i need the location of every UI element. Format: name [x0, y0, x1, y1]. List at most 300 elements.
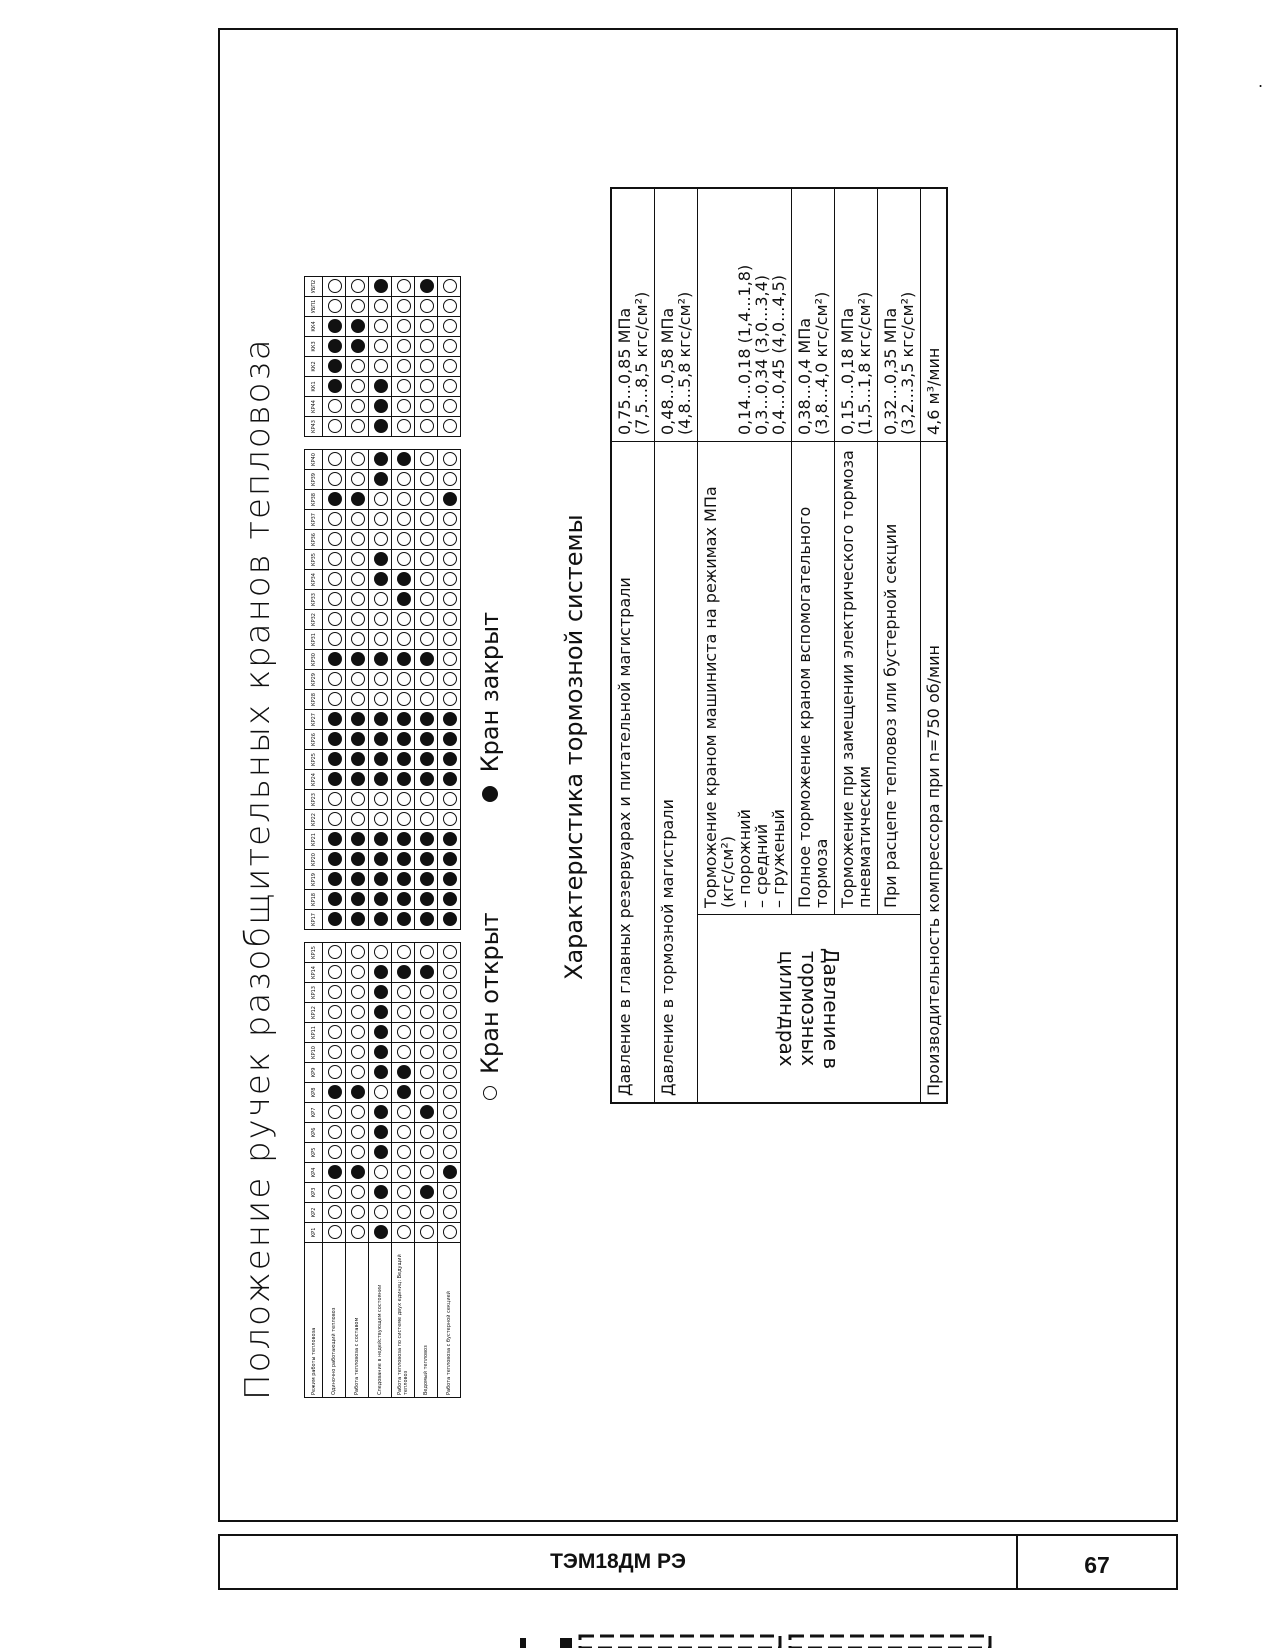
tap-column-header: КК4	[305, 317, 323, 337]
open-tap-icon	[328, 1126, 342, 1140]
closed-tap-icon	[351, 773, 365, 787]
open-tap-icon	[374, 946, 388, 960]
tap-cell	[392, 1023, 415, 1043]
tap-cell	[346, 810, 369, 830]
open-tap-icon	[374, 793, 388, 807]
closed-tap-icon	[374, 473, 388, 487]
open-tap-icon	[397, 473, 411, 487]
closed-tap-icon	[374, 853, 388, 867]
closed-tap-icon	[351, 853, 365, 867]
spec-value: 0,48...0,58 МПа (4,8...5,8 кгс/см²)	[655, 188, 698, 442]
open-tap-icon	[351, 453, 365, 467]
tap-cell	[392, 550, 415, 570]
tap-cell	[323, 983, 346, 1003]
tap-cell	[346, 1123, 369, 1143]
spec-value: 4,6 м³/мин	[921, 188, 948, 442]
open-tap-icon	[328, 420, 342, 434]
open-tap-icon	[374, 360, 388, 374]
tap-cell	[346, 670, 369, 690]
tap-cell	[323, 1023, 346, 1043]
tap-cell	[369, 963, 392, 983]
spec-row	[611, 188, 655, 1103]
tap-cell	[369, 1123, 392, 1143]
tap-cell	[392, 530, 415, 550]
open-tap-icon	[443, 653, 457, 667]
tap-cell	[346, 590, 369, 610]
spec-name: Торможение краном машиниста на режимах МПа (кгс/см²) – порожний – средний – груженый	[698, 442, 792, 915]
spec-value: 0,14...0,18 (1,4...1,8) 0,3...0,34 (3,0...3,4) 0,4...0,45 (4,0...4,5)	[698, 188, 792, 442]
tap-cell	[369, 943, 392, 963]
tap-cell	[346, 277, 369, 297]
open-tap-icon	[443, 400, 457, 414]
tap-cell	[323, 590, 346, 610]
tap-column-header: КР44	[305, 397, 323, 417]
open-tap-icon	[397, 1026, 411, 1040]
closed-tap-icon	[420, 280, 434, 294]
tap-cell	[323, 963, 346, 983]
open-tap-icon	[328, 300, 342, 314]
tap-cell	[438, 850, 461, 870]
tap-cell	[369, 650, 392, 670]
tap-cell	[415, 963, 438, 983]
legend	[476, 612, 504, 1100]
tap-cell	[323, 510, 346, 530]
tap-cell	[392, 1063, 415, 1083]
tap-cell	[346, 983, 369, 1003]
tap-cell	[346, 1143, 369, 1163]
tap-cell	[392, 790, 415, 810]
tap-column-header: КР9	[305, 1063, 323, 1083]
open-tap-icon	[420, 1046, 434, 1060]
tap-cell	[438, 790, 461, 810]
open-tap-icon	[443, 513, 457, 527]
open-tap-icon	[443, 986, 457, 1000]
open-tap-icon	[443, 300, 457, 314]
tap-cell	[346, 1103, 369, 1123]
tap-column-header: КР38	[305, 490, 323, 510]
closed-tap-icon	[443, 1166, 457, 1180]
brake-spec-table	[610, 187, 948, 1104]
tap-cell	[415, 1023, 438, 1043]
tap-column-header: КР26	[305, 730, 323, 750]
open-tap-icon	[420, 320, 434, 334]
tap-cell	[415, 670, 438, 690]
closed-tap-icon	[420, 913, 434, 927]
tap-column-header: КР37	[305, 510, 323, 530]
open-tap-icon	[374, 1206, 388, 1220]
tap-cell	[369, 850, 392, 870]
open-tap-icon	[328, 1186, 342, 1200]
tap-cell	[346, 337, 369, 357]
tap-cell	[392, 337, 415, 357]
open-tap-icon	[397, 793, 411, 807]
tap-cell	[415, 943, 438, 963]
tap-cell	[369, 510, 392, 530]
tap-cell	[346, 1183, 369, 1203]
tap-cell	[438, 277, 461, 297]
tap-cell	[415, 550, 438, 570]
tap-cell	[438, 590, 461, 610]
open-tap-icon	[420, 360, 434, 374]
tap-cell	[438, 1063, 461, 1083]
open-tap-icon	[443, 1106, 457, 1120]
closed-tap-icon	[351, 1086, 365, 1100]
closed-tap-icon	[351, 913, 365, 927]
tap-cell	[323, 357, 346, 377]
tap-cell	[438, 1163, 461, 1183]
closed-tap-icon	[374, 893, 388, 907]
tap-column-header: КР4	[305, 1163, 323, 1183]
open-tap-icon	[328, 673, 342, 687]
open-tap-icon	[443, 1066, 457, 1080]
tap-cell	[323, 670, 346, 690]
open-tap-icon	[420, 673, 434, 687]
tap-cell	[392, 750, 415, 770]
tap-column-header: КР1	[305, 1223, 323, 1243]
open-tap-icon	[443, 613, 457, 627]
open-tap-icon	[328, 453, 342, 467]
open-tap-icon	[420, 1006, 434, 1020]
open-tap-icon	[420, 573, 434, 587]
open-tap-icon	[351, 380, 365, 394]
tap-cell	[323, 910, 346, 930]
tap-cell	[415, 610, 438, 630]
open-tap-icon	[420, 473, 434, 487]
tap-cell	[369, 770, 392, 790]
tap-cell	[369, 590, 392, 610]
open-tap-icon	[443, 1206, 457, 1220]
closed-tap-icon	[328, 493, 342, 507]
tap-cell	[392, 870, 415, 890]
spec-name: Полное торможение краном вспомогательного тормоза	[792, 442, 835, 915]
tap-cell	[392, 397, 415, 417]
page-number: 67	[1016, 1536, 1176, 1588]
spec-group-text: Давление в тормозных цилиндрах	[775, 947, 843, 1070]
tap-cell	[323, 770, 346, 790]
tap-column-header: УБП2	[305, 277, 323, 297]
tap-cell	[346, 397, 369, 417]
closed-tap-icon	[374, 573, 388, 587]
tap-cell	[346, 470, 369, 490]
tap-cell	[438, 943, 461, 963]
open-tap-icon	[397, 946, 411, 960]
tap-column-header: КР32	[305, 610, 323, 630]
closed-tap-icon	[351, 1166, 365, 1180]
tap-cell	[369, 470, 392, 490]
open-tap-icon	[420, 693, 434, 707]
open-tap-icon	[328, 1066, 342, 1080]
open-tap-icon	[374, 673, 388, 687]
tap-cell	[369, 490, 392, 510]
open-tap-icon	[328, 400, 342, 414]
open-tap-icon	[374, 613, 388, 627]
tap-mode-label: Работа тепловоза по системе двух единиц: Ведущий тепловоз	[392, 1243, 415, 1398]
open-tap-icon	[397, 1226, 411, 1240]
open-tap-icon	[351, 946, 365, 960]
tap-cell	[392, 1123, 415, 1143]
open-tap-icon	[351, 613, 365, 627]
tap-cell	[415, 810, 438, 830]
tap-cell	[392, 1163, 415, 1183]
tap-cell	[392, 1043, 415, 1063]
tap-cell	[392, 470, 415, 490]
open-tap-icon	[420, 1026, 434, 1040]
tap-cell	[346, 377, 369, 397]
tap-column-header: КР35	[305, 550, 323, 570]
tap-cell	[346, 1063, 369, 1083]
open-tap-icon	[374, 633, 388, 647]
open-tap-icon	[443, 453, 457, 467]
tap-cell	[415, 510, 438, 530]
tap-cell	[415, 530, 438, 550]
brake-spec-title: Характеристика тормозной системы	[560, 514, 588, 980]
closed-tap-icon	[443, 833, 457, 847]
open-tap-icon	[351, 986, 365, 1000]
open-tap-icon	[351, 300, 365, 314]
tap-column-header: КР7	[305, 1103, 323, 1123]
tap-cell	[346, 963, 369, 983]
legend-closed-label: Кран закрыт	[476, 611, 504, 773]
tap-gap	[305, 437, 461, 450]
tap-column-header: УБП1	[305, 297, 323, 317]
tap-cell	[323, 570, 346, 590]
open-tap-icon	[374, 513, 388, 527]
tap-cell	[323, 1183, 346, 1203]
closed-tap-icon	[397, 873, 411, 887]
tap-cell	[415, 337, 438, 357]
tap-column-header: КК1	[305, 377, 323, 397]
closed-tap-icon	[482, 786, 498, 802]
spec-name: Давление в главных резервуарах и питательной магистрали	[611, 442, 655, 1104]
closed-tap-icon	[420, 853, 434, 867]
tap-cell	[438, 830, 461, 850]
tap-cell	[438, 510, 461, 530]
open-tap-icon	[351, 1146, 365, 1160]
tap-cell	[438, 610, 461, 630]
tap-cell	[323, 470, 346, 490]
spec-value: 0,38...0,4 МПа (3,8...4,0 кгс/см²)	[792, 188, 835, 442]
open-tap-icon	[397, 633, 411, 647]
open-tap-icon	[351, 1186, 365, 1200]
open-tap-icon	[397, 1206, 411, 1220]
footer	[218, 1534, 1178, 1590]
tap-cell	[323, 490, 346, 510]
tap-column-header: КР25	[305, 750, 323, 770]
tap-cell	[346, 1203, 369, 1223]
tap-cell	[392, 730, 415, 750]
closed-tap-icon	[328, 873, 342, 887]
closed-tap-icon	[397, 1086, 411, 1100]
tap-cell	[392, 943, 415, 963]
legend-open-label: Кран открыт	[476, 912, 504, 1074]
tap-cell	[346, 890, 369, 910]
open-tap-icon	[374, 493, 388, 507]
closed-tap-icon	[328, 753, 342, 767]
closed-tap-icon	[374, 453, 388, 467]
open-tap-icon	[397, 280, 411, 294]
tap-mode-label: Работа тепловоза с бустерной секцией	[438, 1243, 461, 1398]
tap-column-header: КР10	[305, 1043, 323, 1063]
closed-tap-icon	[420, 1106, 434, 1120]
open-tap-icon	[328, 966, 342, 980]
open-tap-icon	[420, 1146, 434, 1160]
tap-cell	[415, 397, 438, 417]
closed-tap-icon	[328, 733, 342, 747]
spec-name: Торможение при замещении электрического тормоза пневматическим	[835, 442, 878, 915]
tap-cell	[438, 397, 461, 417]
tap-cell	[323, 297, 346, 317]
open-tap-icon	[443, 1146, 457, 1160]
open-tap-icon	[420, 1086, 434, 1100]
tap-cell	[392, 570, 415, 590]
tap-cell	[369, 910, 392, 930]
closed-tap-icon	[397, 453, 411, 467]
tap-cell	[323, 790, 346, 810]
tap-cell	[369, 417, 392, 437]
tap-column-header: КР34	[305, 570, 323, 590]
tap-mode-label: Работа тепловоза с составом	[346, 1243, 369, 1398]
closed-tap-icon	[374, 913, 388, 927]
tap-cell	[438, 963, 461, 983]
tap-cell	[369, 810, 392, 830]
tap-cell	[369, 983, 392, 1003]
closed-tap-icon	[374, 1146, 388, 1160]
tap-cell	[369, 397, 392, 417]
tap-column-header: КР2	[305, 1203, 323, 1223]
tap-cell	[392, 1223, 415, 1243]
open-tap-icon	[420, 340, 434, 354]
closed-tap-icon	[374, 713, 388, 727]
closed-tap-icon	[443, 913, 457, 927]
tap-cell	[346, 1083, 369, 1103]
tap-cell	[346, 1003, 369, 1023]
tap-column-header: КР39	[305, 470, 323, 490]
open-tap-icon	[397, 693, 411, 707]
tap-cell	[438, 670, 461, 690]
open-tap-icon	[374, 300, 388, 314]
tap-cell	[323, 377, 346, 397]
closed-tap-icon	[374, 833, 388, 847]
open-tap-icon	[420, 613, 434, 627]
tap-cell	[415, 983, 438, 1003]
tap-cell	[346, 710, 369, 730]
tap-cell	[415, 1043, 438, 1063]
closed-tap-icon	[328, 360, 342, 374]
tap-column-header: КР11	[305, 1023, 323, 1043]
open-tap-icon	[443, 813, 457, 827]
tap-cell	[415, 1203, 438, 1223]
tap-cell	[323, 1103, 346, 1123]
tap-cell	[346, 750, 369, 770]
open-tap-icon	[351, 1126, 365, 1140]
closed-tap-icon	[420, 893, 434, 907]
tap-column-header: КР3	[305, 1183, 323, 1203]
tap-cell	[346, 650, 369, 670]
open-tap-icon	[351, 400, 365, 414]
open-tap-icon	[397, 1186, 411, 1200]
tap-cell	[323, 417, 346, 437]
closed-tap-icon	[374, 1006, 388, 1020]
tap-cell	[346, 510, 369, 530]
closed-tap-icon	[351, 320, 365, 334]
tap-cell	[346, 417, 369, 437]
tap-cell	[415, 690, 438, 710]
open-tap-icon	[397, 360, 411, 374]
open-tap-icon	[374, 693, 388, 707]
open-tap-icon	[443, 553, 457, 567]
open-tap-icon	[420, 793, 434, 807]
tap-cell	[369, 1083, 392, 1103]
tap-cell	[346, 630, 369, 650]
spec-value: 0,75...0,85 МПа (7,5...8,5 кгс/см²)	[611, 188, 655, 442]
tap-column-header: КР24	[305, 770, 323, 790]
open-tap-icon	[328, 813, 342, 827]
tap-cell	[415, 850, 438, 870]
open-tap-icon	[397, 553, 411, 567]
closed-tap-icon	[328, 320, 342, 334]
tap-cell	[415, 297, 438, 317]
tap-cell	[369, 710, 392, 730]
closed-tap-icon	[328, 340, 342, 354]
open-tap-icon	[328, 553, 342, 567]
open-tap-icon	[374, 593, 388, 607]
tap-cell	[346, 1023, 369, 1043]
open-tap-icon	[443, 473, 457, 487]
tap-cell	[323, 530, 346, 550]
tap-cell	[415, 910, 438, 930]
tap-cell	[392, 610, 415, 630]
open-tap-icon	[420, 813, 434, 827]
open-tap-icon	[397, 513, 411, 527]
open-tap-icon	[443, 793, 457, 807]
closed-tap-icon	[374, 280, 388, 294]
open-tap-icon	[328, 1206, 342, 1220]
closed-tap-icon	[374, 733, 388, 747]
open-tap-icon	[374, 340, 388, 354]
tap-cell	[323, 1043, 346, 1063]
tap-column-header: КР40	[305, 450, 323, 470]
tap-cell	[346, 357, 369, 377]
open-tap-icon	[420, 1226, 434, 1240]
closed-tap-icon	[328, 653, 342, 667]
closed-tap-icon	[374, 1226, 388, 1240]
closed-tap-icon	[374, 773, 388, 787]
tap-cell	[415, 1183, 438, 1203]
tap-cell	[323, 730, 346, 750]
open-tap-icon	[443, 1226, 457, 1240]
closed-tap-icon	[397, 573, 411, 587]
tap-column-header: КР23	[305, 790, 323, 810]
tap-cell	[369, 530, 392, 550]
open-tap-icon	[420, 400, 434, 414]
open-tap-icon	[351, 673, 365, 687]
spec-name: Давление в тормозной магистрали	[655, 442, 698, 1104]
tap-cell	[323, 1003, 346, 1023]
tap-cell	[392, 297, 415, 317]
spec-row	[698, 188, 792, 1103]
closed-tap-icon	[351, 833, 365, 847]
closed-tap-icon	[351, 493, 365, 507]
open-tap-icon	[328, 613, 342, 627]
tap-cell	[346, 830, 369, 850]
tap-cell	[346, 550, 369, 570]
tap-cell	[346, 790, 369, 810]
closed-tap-icon	[420, 873, 434, 887]
tap-column-header: КК2	[305, 357, 323, 377]
tap-cell	[346, 870, 369, 890]
closed-tap-icon	[443, 773, 457, 787]
closed-tap-icon	[443, 493, 457, 507]
